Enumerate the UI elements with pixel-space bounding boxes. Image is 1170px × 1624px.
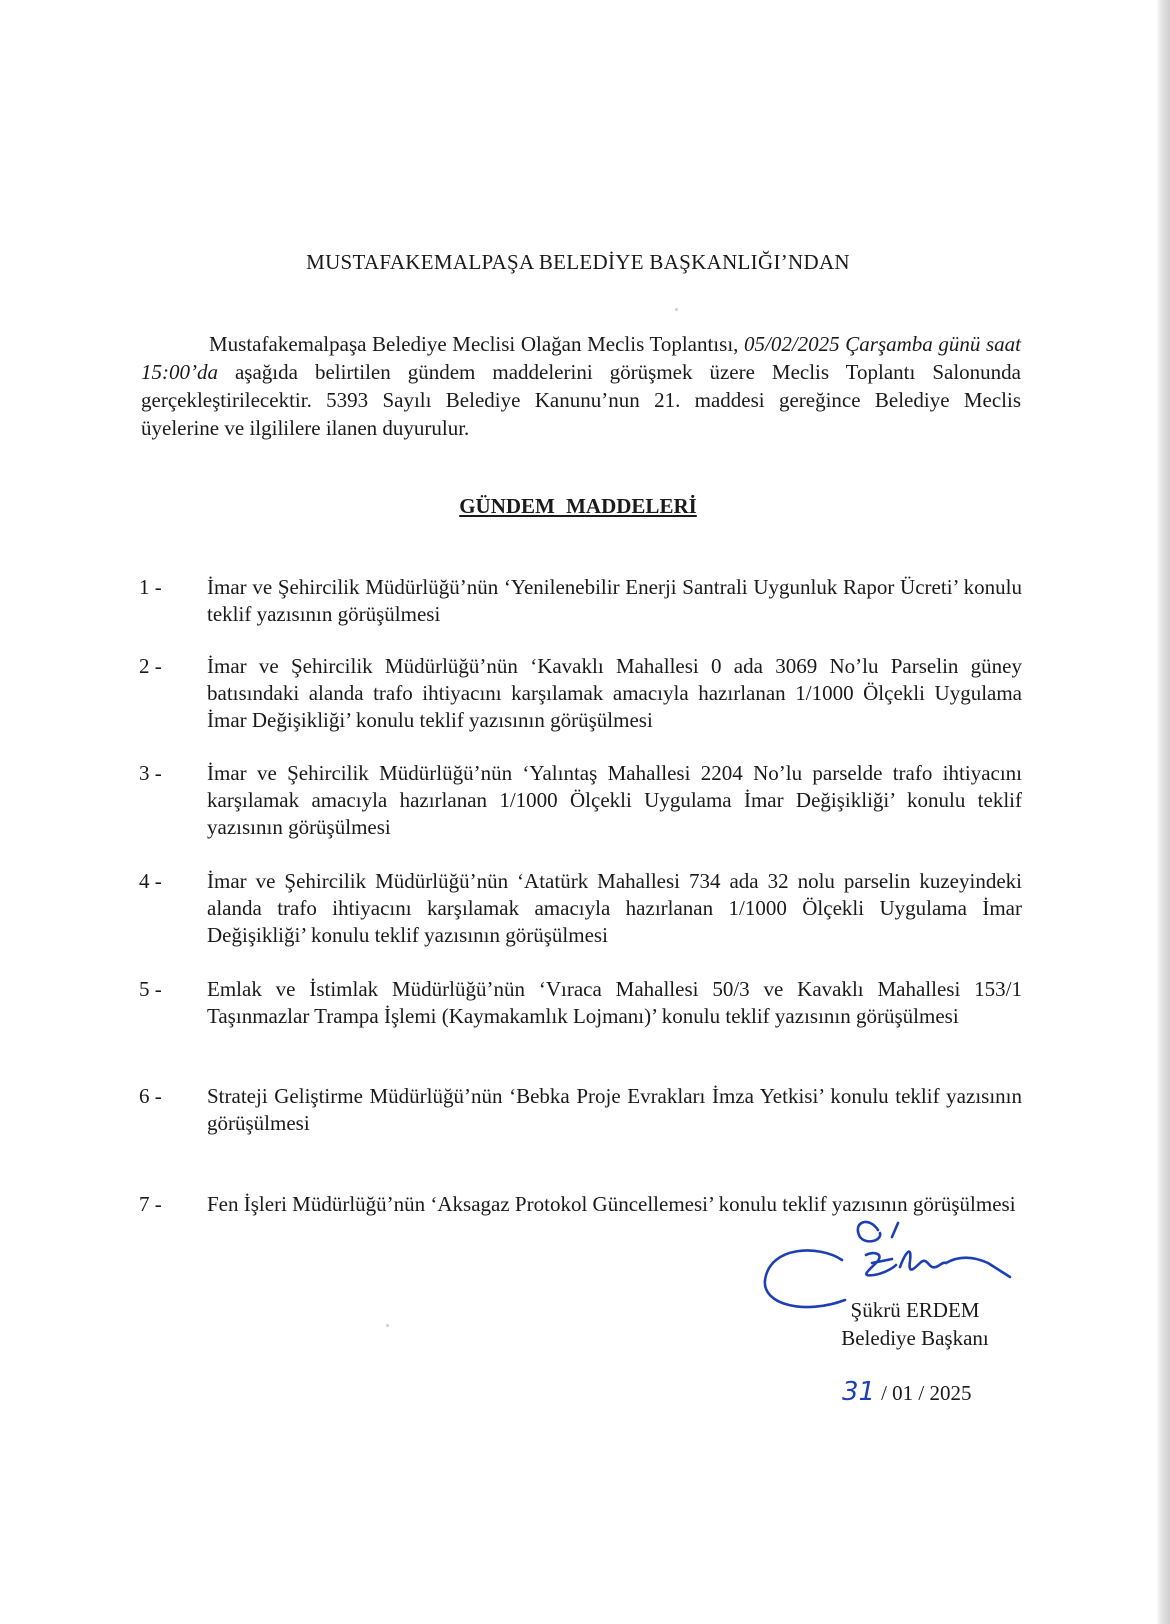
meeting-datetime: 05/02/2025 Çarşamba günü saat 15:00’da <box>141 332 1021 384</box>
agenda-item-text: Strateji Geliştirme Müdürlüğü’nün ‘Bebka Proje Evrakları İmza Yetkisi’ konulu teklif yazısının görüşülmesi <box>207 1084 1022 1135</box>
agenda-item-number: 1 - <box>139 575 162 599</box>
scan-speck <box>675 308 678 311</box>
agenda-item-number: 3 - <box>139 761 162 785</box>
intro-paragraph <box>141 330 1021 442</box>
agenda-item-text: Fen İşleri Müdürlüğü’nün ‘Aksagaz Protokol Güncellemesi’ konulu teklif yazısının görüşülmesi <box>207 1192 1016 1216</box>
handwritten-day: 31 <box>842 1377 876 1407</box>
agenda-item-number: 2 - <box>139 654 162 678</box>
signer-role: Belediye Başkanı <box>841 1326 989 1350</box>
agenda-item-number: 4 - <box>139 869 162 893</box>
agenda-item-number: 6 - <box>139 1084 162 1108</box>
agenda-item-number: 7 - <box>139 1192 162 1216</box>
agenda-item-text: Emlak ve İstimlak Müdürlüğü’nün ‘Vıraca Mahallesi 50/3 ve Kavaklı Mahallesi 153/1 Taşınmazlar Trampa İşlemi (Kaymakamlık Lojmanı)’ konulu teklif yazısının görüşülmesi <box>207 977 1022 1028</box>
date-month-year: / 01 / 2025 <box>881 1381 972 1405</box>
agenda-item-number: 5 - <box>139 977 162 1001</box>
agenda-item-text: İmar ve Şehircilik Müdürlüğü’nün ‘Yalıntaş Mahallesi 2204 No’lu parselde trafo ihtiyacını karşılamak amacıyla hazırlanan 1/1000 Ölçekli Uygulama İmar Değişikliği’ konulu teklif yazısının görüşülmesi <box>207 761 1022 839</box>
agenda-item-text: İmar ve Şehircilik Müdürlüğü’nün ‘Atatürk Mahallesi 734 ada 32 nolu parselin kuzeyindeki alanda trafo ihtiyacını karşılamak amacıyla hazırlanan 1/1000 Ölçekli Uygulama İmar Değişikliği’ konulu teklif yazısının görüşülmesi <box>207 869 1022 947</box>
document-title: MUSTAFAKEMALPAŞA BELEDİYE BAŞKANLIĞI’NDAN <box>306 250 850 274</box>
intro-text-start: Mustafakemalpaşa Belediye Meclisi Olağan Meclis Toplantısı, <box>209 332 744 356</box>
intro-text-end: aşağıda belirtilen gündem maddelerini görüşmek üzere Meclis Toplantı Salonunda gerçekleştirilecektir. 5393 Sayılı Belediye Kanunu’nun 21. maddesi gereğince Belediye Meclis üyelerine ve ilgililere ilanen duyurulur. <box>141 360 1021 440</box>
agenda-item-text: İmar ve Şehircilik Müdürlüğü’nün ‘Kavaklı Mahallesi 0 ada 3069 No’lu Parselin güney batısındaki alanda trafo ihtiyacını karşılamak amacıyla hazırlanan 1/1000 Ölçekli Uygulama İmar Değişikliği’ konulu teklif yazısının görüşülmesi <box>207 654 1022 732</box>
scan-speck <box>386 1324 389 1327</box>
signature-block <box>820 1296 1010 1352</box>
page-edge-shadow <box>1156 0 1170 1624</box>
agenda-item-text: İmar ve Şehircilik Müdürlüğü’nün ‘Yenilenebilir Enerji Santrali Uygunluk Rapor Ücreti’ konulu teklif yazısının görüşülmesi <box>207 575 1022 626</box>
signer-name: Şükrü ERDEM <box>850 1298 980 1322</box>
signature-date <box>842 1377 972 1407</box>
agenda-heading: GÜNDEM MADDELERİ <box>459 494 697 518</box>
